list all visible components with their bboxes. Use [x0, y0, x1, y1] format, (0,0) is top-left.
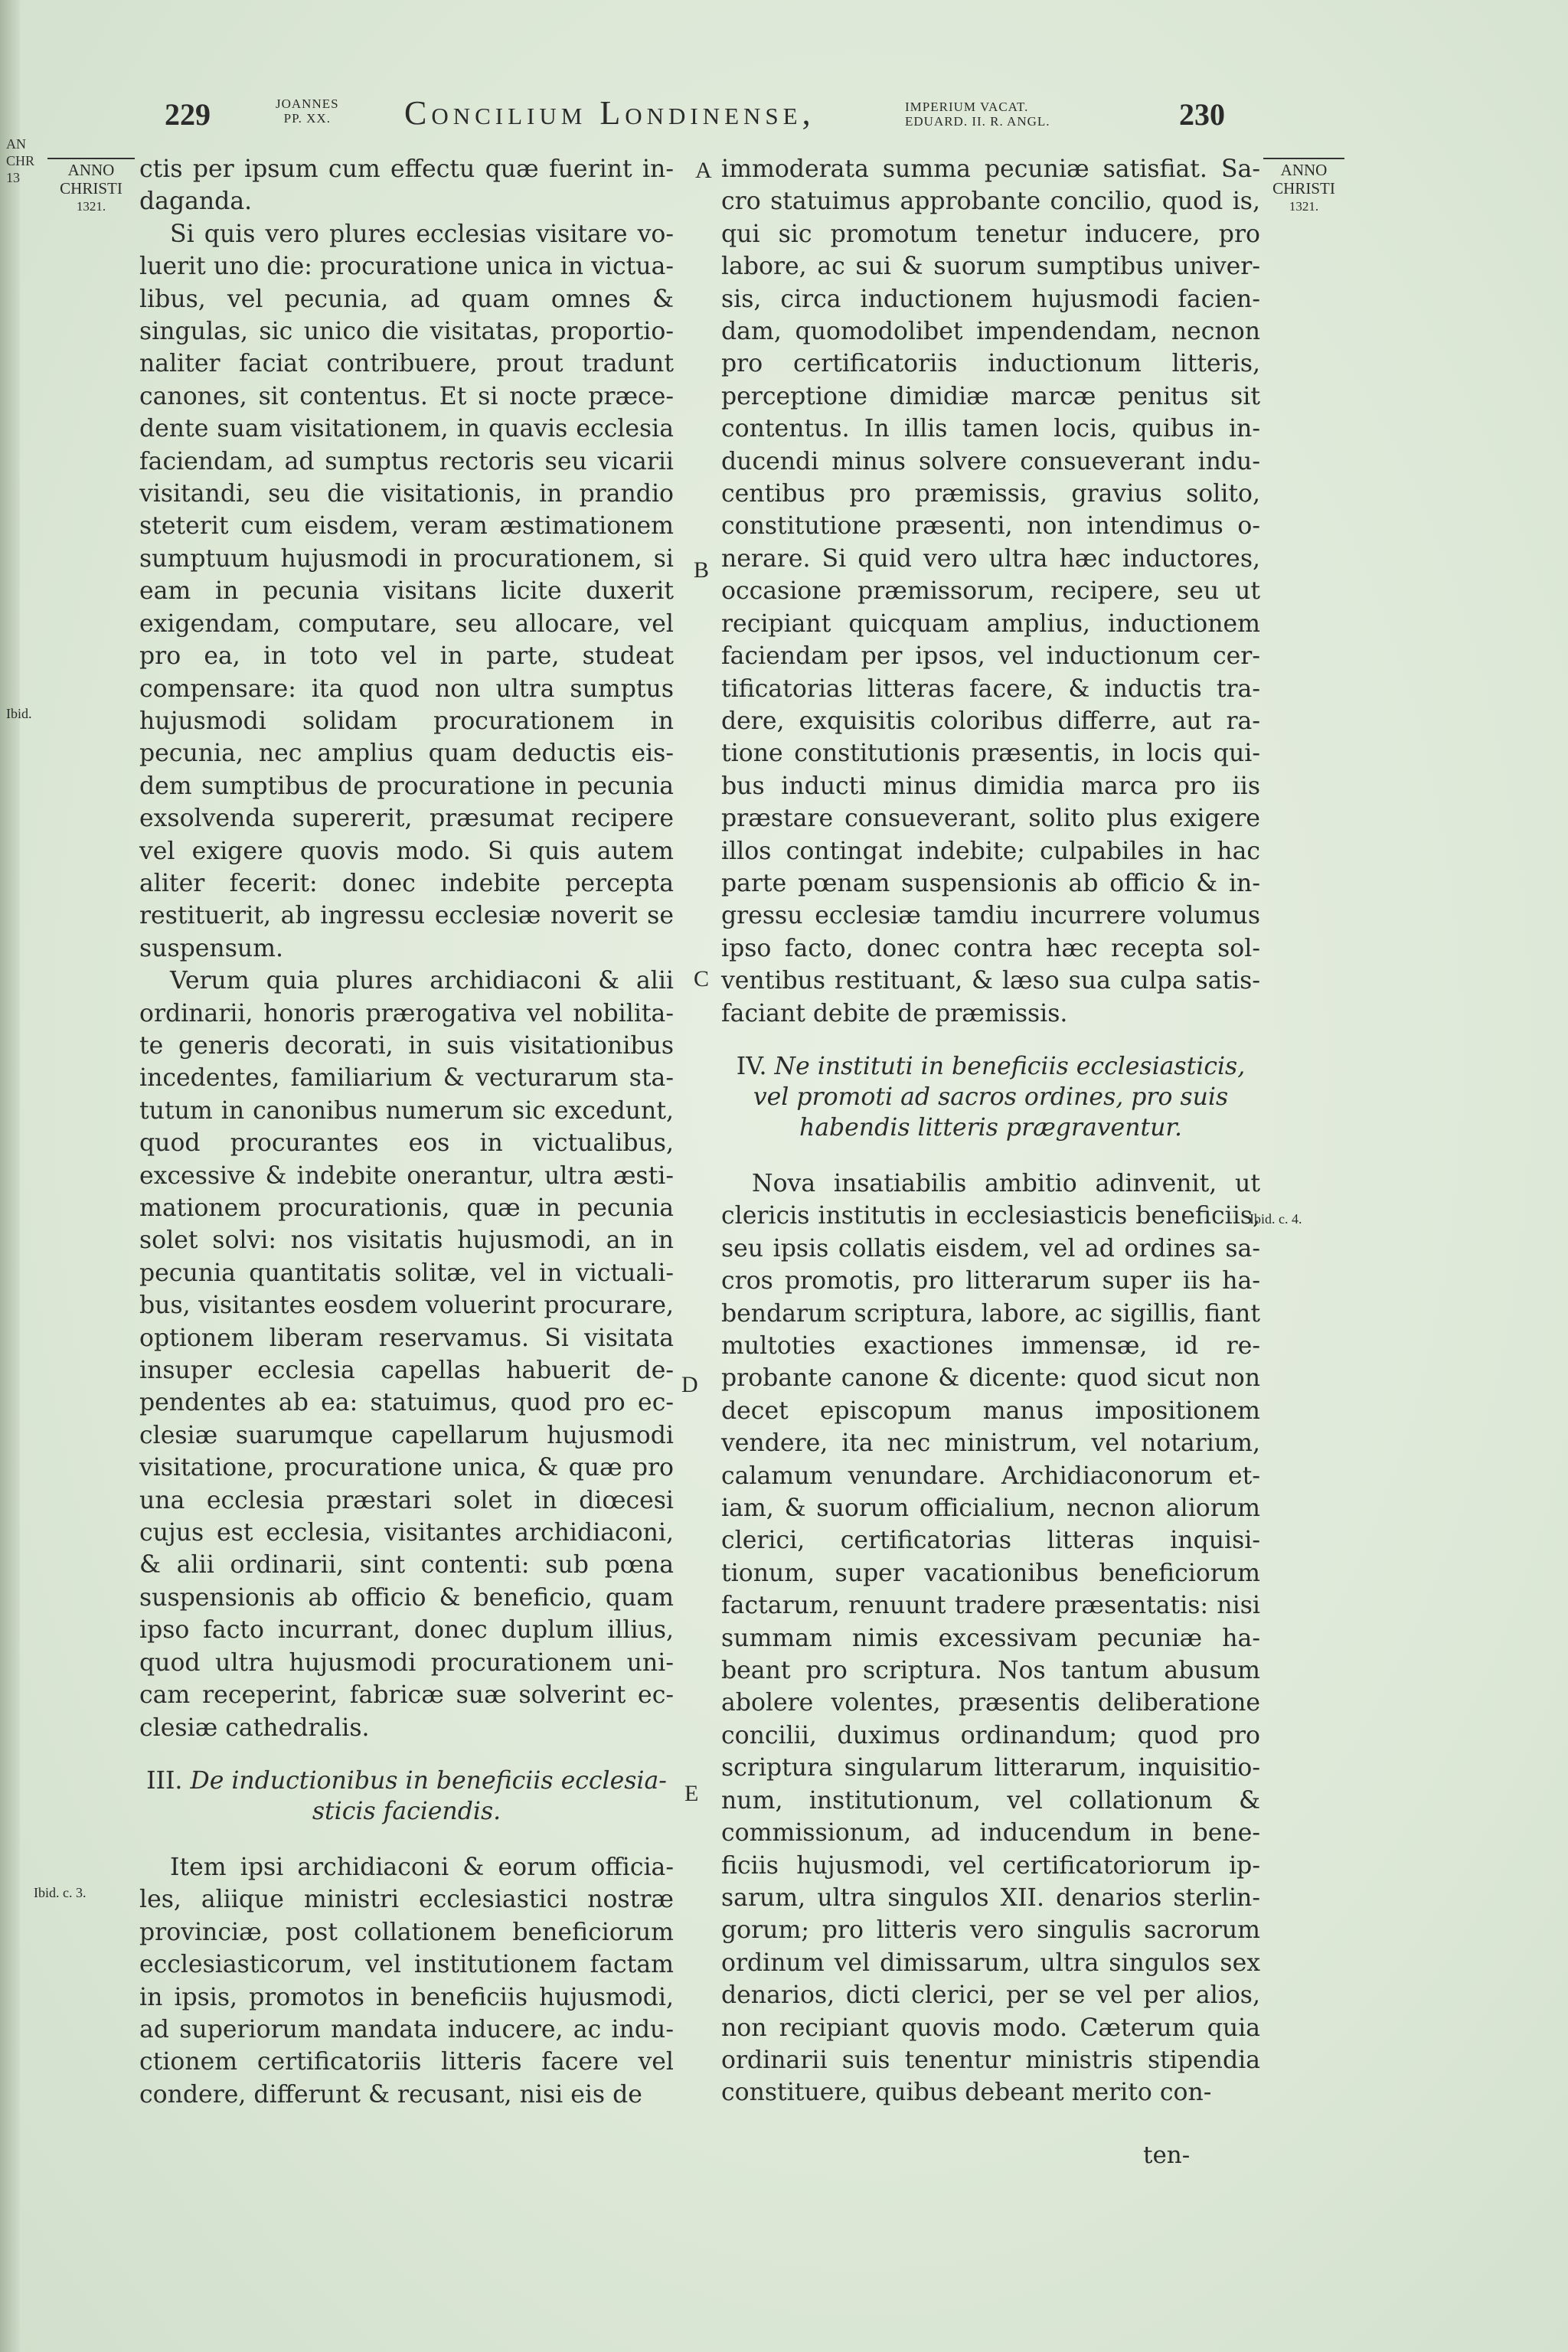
- gutter-mark: 13: [6, 170, 20, 185]
- book-gutter: [0, 0, 20, 2352]
- section-heading: [721, 1051, 1260, 1143]
- paragraph: immoderata summa pecuniæ satisfiat. Sacro statuimus approbante concilio, quod is, qui sic promotum tenetur inducere, pro labore, ac sui & suorum sumptibus universis, circa inductionem hujusmodi faciendam, quomodolibet impendendam, necnon pro certificatoriis inductionum litteris, perceptione dimidiæ marcæ penitus sit contentus. In illis tamen locis, quibus inducendi minus solvere consueverant inducentibus pro præmissis, gravius solito, constitutione præsenti, non intendimus onerare. Si quid vero ultra hæc inductores, occasione præmissorum, recipere, seu ut recipiant quicquam amplius, inductionem faciendam per ipsos, vel inductionum certificatorias litteras facere, & inductis tradere, exquisitis coloribus differre, aut ratione constitutionis præsentis, in locis quibus inducti minus dimidia marca pro iis præstare consueverant, solito plus exigere illos contingat indebite; culpabiles in hac parte pœnam suspensionis ab officio & ingressu ecclesiæ tamdiu incurrere volumus ipso facto, donec contra hæc recepta solventibus restituant, & læso sua culpa satisfaciant debite de præmissis.: [721, 155, 1260, 1027]
- gutter-mark: AN: [6, 136, 26, 152]
- paragraph: Si quis vero plures ecclesias visitare voluerit uno die: procuratione unica in victualibus, vel pecunia, ad quam omnes & singulas, sic unico die visitatas, proportionaliter faciat contribuere, prout tradunt canones, sit contentus. Et si nocte præcedente suam visitationem, in quavis ecclesia faciendam, ad sumptus rectoris seu vicarii visitandi, seu die visitationis, in prandio steterit cum eisdem, veram æstimationem sumptuum hujusmodi in procurationem, si eam in pecunia visitans licite duxerit exigendam, computare, seu allocare, vel pro ea, in toto vel in parte, studeat compensare: ita quod non ultra sumptus hujusmodi solidam procurationem in pecunia, nec amplius quam deductis eisdem sumptibus de procuratione in pecunia exsolvenda supererit, præsumat recipere vel exigere quovis modo. Si quis autem aliter fecerit: donec indebite percepta restituerit, ab ingressu ecclesiæ noverit se suspensum.: [139, 220, 674, 962]
- section-title: De inductionibus in beneficiis ecclesiasticis faciendis.: [190, 1766, 667, 1825]
- gutter-mark: CHR: [6, 153, 35, 168]
- paragraph: ctis per ipsum cum effectu quæ fuerint indaganda.: [139, 155, 674, 216]
- running-header: [0, 92, 1568, 145]
- margin-letter: A: [695, 158, 712, 183]
- anno-right: ANNO CHRISTI 1321.: [1262, 158, 1346, 216]
- paragraph: Nova insatiabilis ambitio adinvenit, ut clericis institutis in ecclesiasticis beneficiis, seu ipsis collatis eisdem, vel ad ordines sacros promotis, pro litterarum super iis habendarum scriptura, labore, ac sigillis, fiant multoties exactiones immensæ, id reprobante canone & dicente: quod sicut non decet episcopum manus impositionem vendere, ita nec ministrum, vel notarium, calamum venundare. Archidiaconorum etiam, & suorum officialium, necnon aliorum clerici, certificatorias litteras inquisitionum, super vacationibus beneficiorum factarum, renuunt tradere præsentatis: nisi summam nimis excessivam pecuniæ habeant pro scriptura. Nos tantum abusum abolere volentes, præsentis deliberatione concilii, duximus ordinandum; quod pro scriptura singularum litterarum, inquisitionum, institutionum, vel collationum & commissionum, ad inducendum in beneficiis hujusmodi, vel certificatoriorum ipsarum, ultra singulos XII. denarios sterlingorum; pro litteris vero singulis sacrorum ordinum vel dimissarum, ultra singulos sex denarios, dicti clerici, per se vel per alios, non recipiant quovis modo. Cæterum quia ordinarii suis tenentur ministris stipendia constituere, quibus debeant merito con-: [721, 1169, 1260, 2107]
- header-title: Concilium Londinense,: [404, 94, 815, 132]
- section-number: IV.: [736, 1052, 767, 1080]
- left-column: [139, 153, 674, 2111]
- side-note-ibid: Ibid. c. 3.: [34, 1885, 87, 1900]
- paragraph: Item ipsi archidiaconi & eorum officiales, aliique ministri ecclesiastici nostræ provinciæ, post collationem beneficiorum ecclesiasticorum, vel institutionem factam in ipsis, promotos in beneficiis hujusmodi, ad superiorum mandata inducere, ac inductionem certificatoriis litteris facere vel condere, differunt & recusant, nisi eis de: [139, 1853, 674, 2109]
- margin-letter: B: [694, 557, 710, 583]
- page-number-left: 229: [165, 97, 211, 132]
- margin-letter: E: [684, 1781, 699, 1806]
- catchword: ten-: [1143, 2141, 1191, 2169]
- header-pope: JOANNES PP. XX.: [276, 96, 339, 126]
- right-column: [721, 153, 1260, 2109]
- header-emperor: IMPERIUM VACAT. EDUARD. II. R. ANGL.: [905, 100, 1050, 129]
- section-number: III.: [146, 1766, 183, 1795]
- section-heading: [139, 1766, 674, 1827]
- anno-left: ANNO CHRISTI 1321.: [46, 158, 136, 216]
- section-title: Ne instituti in beneficiis ecclesiasticis, vel promoti ad sacros ordines, pro suis habendis litteris prægraventur.: [753, 1052, 1246, 1142]
- side-note-ibid: Ibid.: [6, 706, 32, 721]
- side-note-ibid: Ibid. c. 4.: [1250, 1211, 1302, 1227]
- page-number-right: 230: [1179, 97, 1225, 132]
- margin-letter: D: [681, 1372, 698, 1397]
- margin-letter: C: [694, 966, 710, 991]
- paragraph: Verum quia plures archidiaconi & alii ordinarii, honoris prærogativa vel nobilitate generis decorati, in suis visitationibus incedentes, familiarium & vecturarum statutum in canonibus numerum sic excedunt, quod procurantes eos in victualibus, excessive & indebite onerantur, ultra æstimationem procurationis, quæ in pecunia solet solvi: nos visitatis hujusmodi, an in pecunia quantitatis solitæ, vel in victualibus, visitantes eosdem voluerint procurare, optionem liberam reservamus. Si visitata insuper ecclesia capellas habuerit dependentes ab ea: statuimus, quod pro ecclesiæ suarumque capellarum hujusmodi visitatione, procuratione unica, & quæ pro una ecclesia præstari solet in diœcesi cujus est ecclesia, visitantes archidiaconi, & alii ordinarii, sint contenti: sub pœna suspensionis ab officio & beneficio, quam ipso facto incurrant, donec duplum illius, quod ultra hujusmodi procurationem unicam receperint, fabricæ suæ solverint ecclesiæ cathedralis.: [139, 967, 674, 1742]
